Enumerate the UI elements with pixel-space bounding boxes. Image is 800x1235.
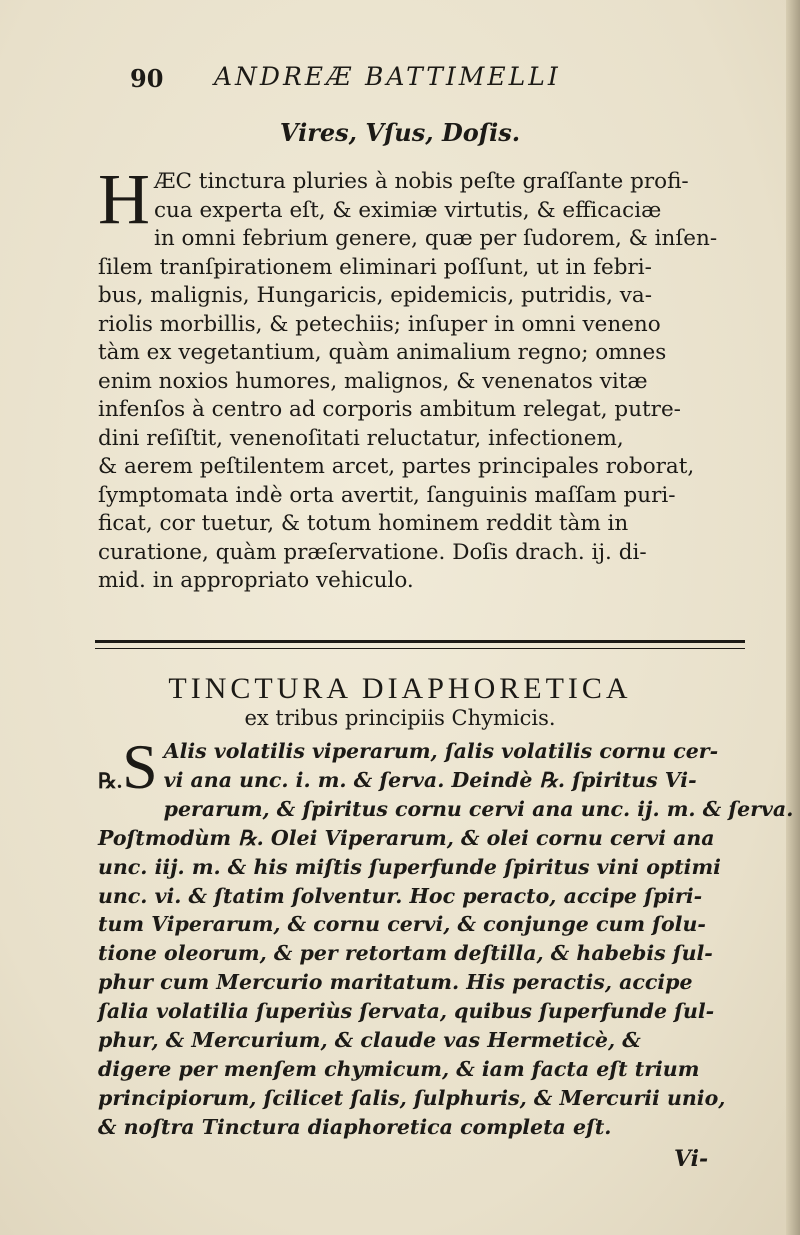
drop-cap	[98, 731, 158, 807]
text-line: in omni febrium genere, quæ per ſudorem, & inſen-	[154, 226, 718, 251]
text-line: ſymptomata indè orta avertit, ſanguinis maſſam puri-	[98, 482, 676, 508]
page-number: 90	[130, 64, 164, 93]
recipe-title: TINCTURA DIAPHORETICA	[168, 672, 632, 705]
text-line: phur cum Mercurio maritatum. His peractis, accipe	[98, 970, 693, 995]
text-line: vi ana unc. i. m. & ſerva. Deindè ℞. ſpiritus Vi-	[163, 767, 697, 792]
text-line: tione oleorum, & per retortam deſtilla, & habebis ſul-	[98, 941, 713, 966]
section-title: Vires, Vſus, Doſis.	[279, 118, 521, 147]
text-line: tum Viperarum, & cornu cervi, & conjunge cum ſolu-	[98, 912, 706, 937]
page-header	[122, 58, 722, 98]
drop-cap: H	[98, 159, 150, 239]
text-line: ÆC tinctura pluries à nobis peſte graſſante profi-	[154, 169, 689, 194]
text-line: ſilem tranſpirationem eliminari poſſunt, ut in febri-	[98, 254, 652, 280]
page-edge	[786, 0, 800, 1235]
paragraph-recipe	[98, 731, 794, 1142]
section-divider	[95, 640, 745, 649]
text-line: curatione, quàm præſervatione. Doſis drach. ij. di-	[98, 539, 647, 565]
text-line: ſalia volatilia ſuperiùs ſervata, quibus ſuperfunde ſul-	[98, 999, 715, 1024]
text-line: enim noxios humores, malignos, & venenatos vitæ	[98, 368, 648, 394]
text-line: dini reſiſtit, venenoſitati reluctatur, infectionem,	[98, 425, 624, 451]
text-line: cua experta eſt, & eximiæ virtutis, & efficaciæ	[154, 197, 662, 223]
text-line: principiorum, ſcilicet ſalis, ſulphuris, & Mercurii unio,	[98, 1085, 726, 1110]
text-line: tàm ex vegetantium, quàm animalium regno; omnes	[98, 340, 667, 365]
text-line: unc. iij. m. & his miſtis ſuperfunde ſpiritus vini optimi	[98, 854, 721, 879]
text-line: Alis volatilis viperarum, ſalis volatilis cornu cer-	[163, 739, 719, 763]
text-line: unc. vi. & ſtatim ſolventur. Hoc peracto, accipe ſpiri-	[98, 883, 703, 908]
text-line: Poſtmodùm ℞. Olei Viperarum, & olei cornu cervi ana	[98, 825, 715, 850]
text-line: riolis morbillis, & petechiis; inſuper in omni veneno	[98, 311, 661, 337]
text-line: & aerem peſtilentem arcet, partes principales roborat,	[98, 454, 695, 479]
text-line: digere per menſem chymicum, & iam facta eſt trium	[98, 1056, 700, 1081]
text-line: phur, & Mercurium, & claude vas Hermeticè, &	[98, 1028, 641, 1053]
text-line: bus, malignis, Hungaricis, epidemicis, putridis, va-	[98, 283, 652, 308]
catchword: Vi-	[674, 1146, 709, 1172]
recipe-mark: ℞.	[98, 769, 123, 793]
text-line: ficat, cor tuetur, & totum hominem reddit tàm in	[98, 511, 629, 536]
drop-cap-letter: S	[122, 731, 158, 802]
text-line: perarum, & ſpiritus cornu cervi ana unc. ij. m. & ſerva.	[163, 796, 794, 821]
running-head: ANDREÆ BATTIMELLI	[214, 62, 561, 91]
paragraph-vires	[98, 159, 748, 596]
text-line: & noſtra Tinctura diaphoretica completa eſt.	[98, 1114, 612, 1139]
recipe-subtitle: ex tribus principiis Chymicis.	[244, 706, 556, 730]
text-line: infenſos à centro ad corporis ambitum relegat, putre-	[98, 397, 681, 422]
text-line: mid. in appropriato vehiculo.	[98, 568, 414, 593]
